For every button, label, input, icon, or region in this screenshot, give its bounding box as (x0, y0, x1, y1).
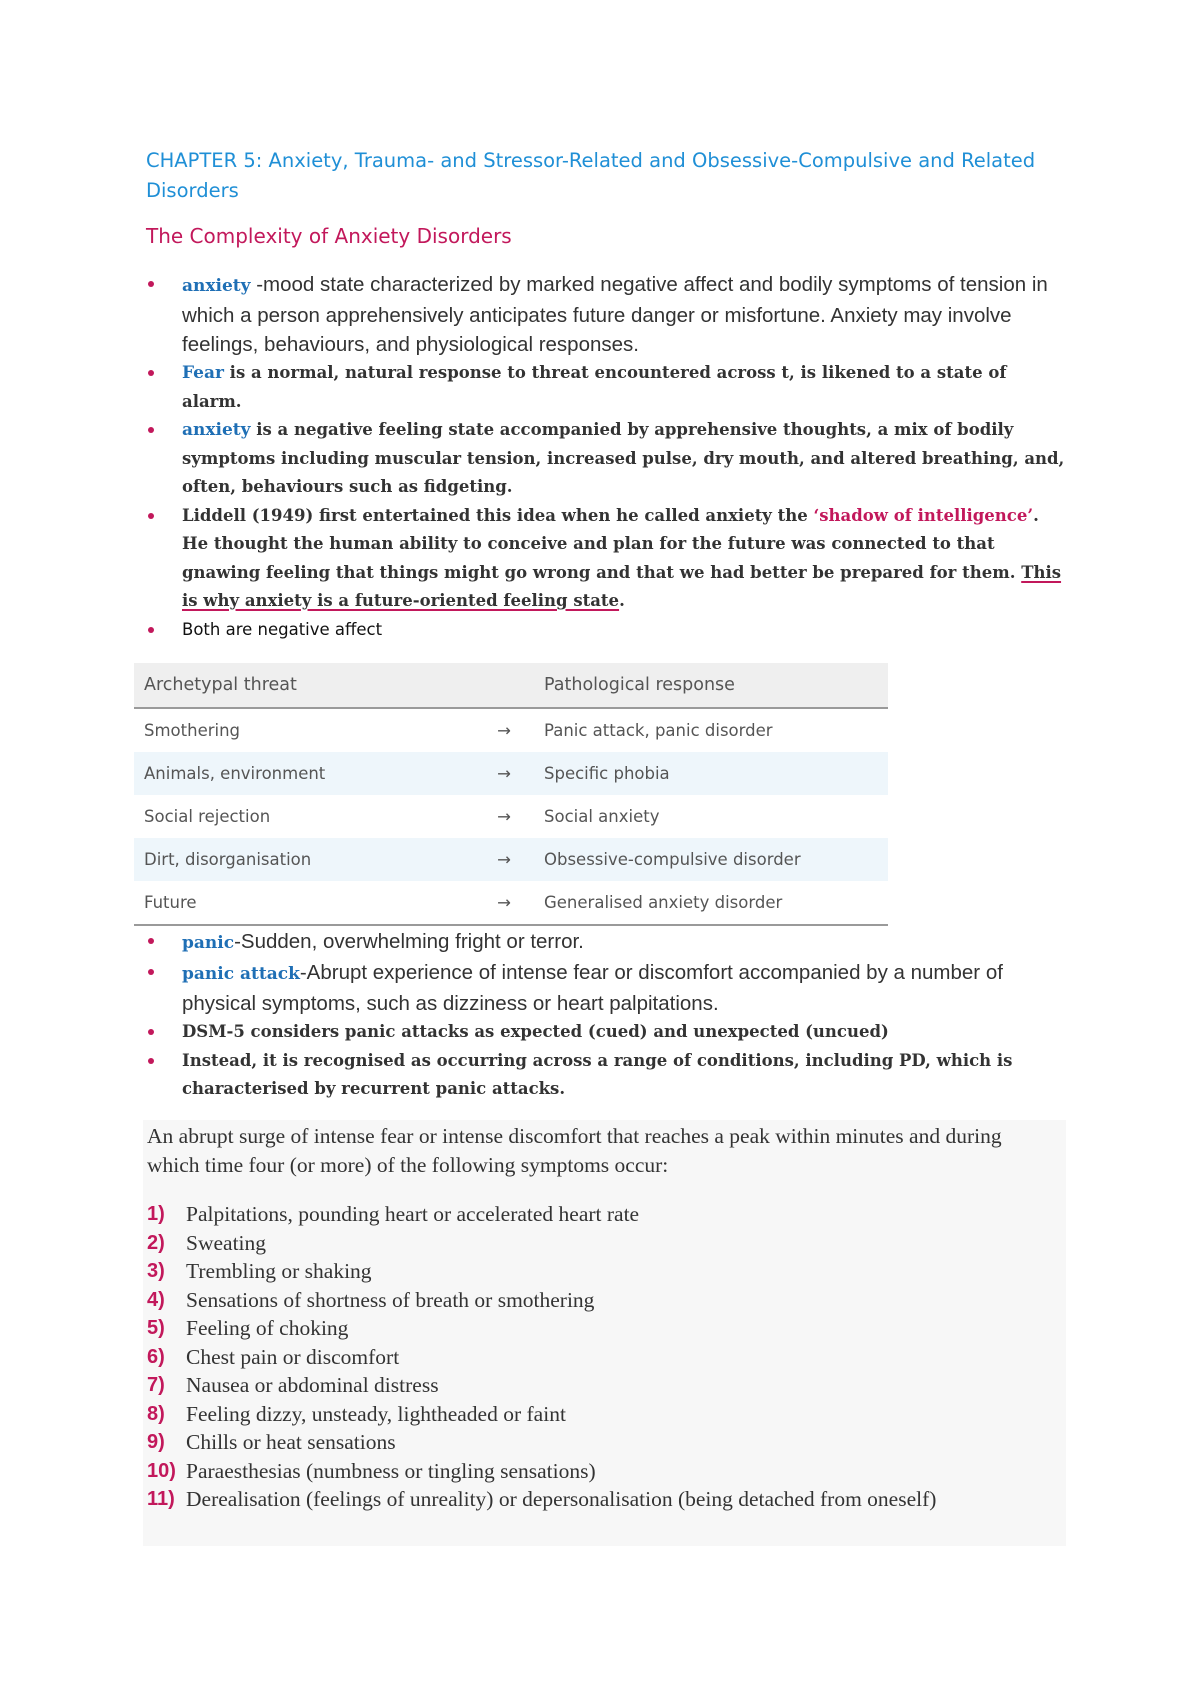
item-number: 8) (147, 1402, 165, 1425)
threat-cell: Social rejection (144, 807, 271, 826)
term-panic-attack: panic attack (182, 964, 300, 984)
item-text: Chest pain or discomfort (186, 1344, 400, 1369)
arrow-icon: → (497, 721, 511, 740)
item-text: Sensations of shortness of breath or smothering (186, 1287, 595, 1312)
table-row (134, 795, 888, 838)
term-fear: Fear (182, 363, 224, 383)
threat-cell: Animals, environment (134, 752, 474, 795)
item-number: 9) (147, 1431, 165, 1453)
arrow-icon: → (474, 881, 534, 925)
item-text: Nausea or abdominal distress (186, 1373, 439, 1397)
table-row (134, 881, 888, 925)
list-item-fear (146, 359, 1066, 416)
symptom-list (147, 1200, 1057, 1514)
definition-text: is a negative feeling state accompanied by apprehensive thoughts, a mix of bodily symptoms including muscular tension, increased pulse, dry mouth, and altered breathing, and, often, behaviours such as fidgeting. (182, 420, 1065, 496)
recognised-text: Instead, it is recognised as occurring across a range of conditions, including PD, which is characterised by recurrent panic attacks. (182, 1050, 1013, 1098)
header-pathological-response: Pathological response (534, 663, 888, 708)
dsm5-text: DSM-5 considers panic attacks as expected (cued) and unexpected (uncued) (182, 1022, 889, 1041)
table-row (134, 708, 888, 752)
arrow-icon: → (497, 807, 511, 826)
list-item (147, 1286, 1057, 1315)
table-row (134, 752, 888, 795)
list-item (147, 1314, 1057, 1343)
criteria-intro: An abrupt surge of intense fear or intense discomfort that reaches a peak within minutes and during which time four (or more) of the following symptoms occur: (147, 1124, 1002, 1177)
definition-list-bottom (146, 927, 1066, 1104)
list-item-anxiety-definition (146, 270, 1066, 359)
response-cell: Specific phobia (534, 752, 888, 795)
term-anxiety: anxiety (182, 276, 251, 296)
table-header-row (134, 663, 888, 708)
panic-attack-criteria-box (143, 1120, 1066, 1546)
item-text: Trembling or shaking (186, 1259, 372, 1283)
liddell-text: Liddell (1949) first entertained this idea when he called anxiety the (182, 505, 814, 525)
definition-list-top (146, 270, 1066, 644)
list-item (147, 1485, 1057, 1514)
list-item-panic (146, 927, 1066, 958)
list-item (147, 1457, 1057, 1486)
definition-text: -mood state characterized by marked negative affect and bodily symptoms of tension in which a person apprehensively anticipates future danger or misfortune. Anxiety may involve feelings, behaviours, and physiological responses. (182, 273, 1048, 356)
item-number: 11) (147, 1488, 175, 1510)
item-number: 4) (147, 1288, 165, 1311)
item-number: 3) (147, 1260, 165, 1282)
list-item (147, 1200, 1057, 1229)
list-item (147, 1343, 1057, 1372)
item-text: Chills or heat sensations (186, 1430, 396, 1454)
item-number: 7) (147, 1374, 165, 1396)
item-text: Feeling dizzy, unsteady, lightheaded or faint (186, 1401, 566, 1426)
list-item-negative-affect (146, 616, 1066, 644)
chapter-title: CHAPTER 5: Anxiety, Trauma- and Stressor-Related and Obsessive-Compulsive and Related Disorders (146, 149, 1036, 202)
response-cell: Generalised anxiety disorder (534, 881, 888, 925)
definition-text: -Abrupt experience of intense fear or discomfort accompanied by a number of physical symptoms, such as dizziness or heart palpitations. (182, 961, 1003, 1015)
item-number: 6) (147, 1345, 165, 1368)
item-number: 2) (147, 1231, 165, 1254)
threat-response-table (134, 663, 888, 926)
term-panic: panic (182, 933, 235, 953)
threat-cell: Dirt, disorganisation (134, 838, 474, 881)
header-spacer (474, 663, 534, 708)
list-item (147, 1229, 1057, 1258)
negative-affect-text: Both are negative affect (182, 619, 383, 639)
item-text: Feeling of choking (186, 1316, 349, 1340)
item-number: 10) (147, 1459, 176, 1482)
response-cell: Panic attack, panic disorder (544, 721, 773, 740)
item-text: Palpitations, pounding heart or accelerated heart rate (186, 1202, 640, 1226)
item-number: 5) (147, 1317, 165, 1339)
header-archetypal-threat: Archetypal threat (134, 663, 474, 708)
item-text: Paraesthesias (numbness or tingling sensations) (186, 1458, 596, 1483)
arrow-icon: → (474, 838, 534, 881)
threat-cell: Smothering (144, 721, 241, 740)
liddell-text-after: . He thought the human ability to conceive and plan for the future was connected to that gnawing feeling that things might go wrong and that we had better be prepared for them. (182, 505, 1039, 582)
section-heading: The Complexity of Anxiety Disorders (146, 224, 512, 248)
list-item (147, 1257, 1057, 1286)
definition-text: is a normal, natural response to threat encountered across t, is likened to a state of alarm. (182, 363, 1007, 411)
liddell-end: . (619, 591, 625, 610)
term-anxiety: anxiety (182, 420, 251, 440)
item-text: Sweating (186, 1230, 267, 1255)
list-item (147, 1371, 1057, 1400)
future-oriented-statement: This is why anxiety is a future-oriented feeling state (182, 562, 1062, 610)
list-item-recognised (146, 1047, 1066, 1104)
list-item-panic-attack (146, 958, 1066, 1018)
threat-cell: Future (134, 881, 474, 925)
list-item-liddell (146, 502, 1066, 616)
list-item (147, 1428, 1057, 1457)
response-cell: Social anxiety (544, 807, 660, 826)
item-number: 1) (147, 1203, 165, 1225)
response-cell: Obsessive-compulsive disorder (534, 838, 888, 881)
item-text: Derealisation (feelings of unreality) or depersonalisation (being detached from oneself) (186, 1487, 937, 1511)
table-row (134, 838, 888, 881)
list-item-anxiety-feeling (146, 416, 1066, 502)
list-item (147, 1400, 1057, 1429)
list-item-dsm5 (146, 1018, 1066, 1047)
arrow-icon: → (474, 752, 534, 795)
shadow-of-intelligence-quote: ‘shadow of intelligence’ (813, 505, 1034, 525)
definition-text: -Sudden, overwhelming fright or terror. (234, 930, 584, 953)
